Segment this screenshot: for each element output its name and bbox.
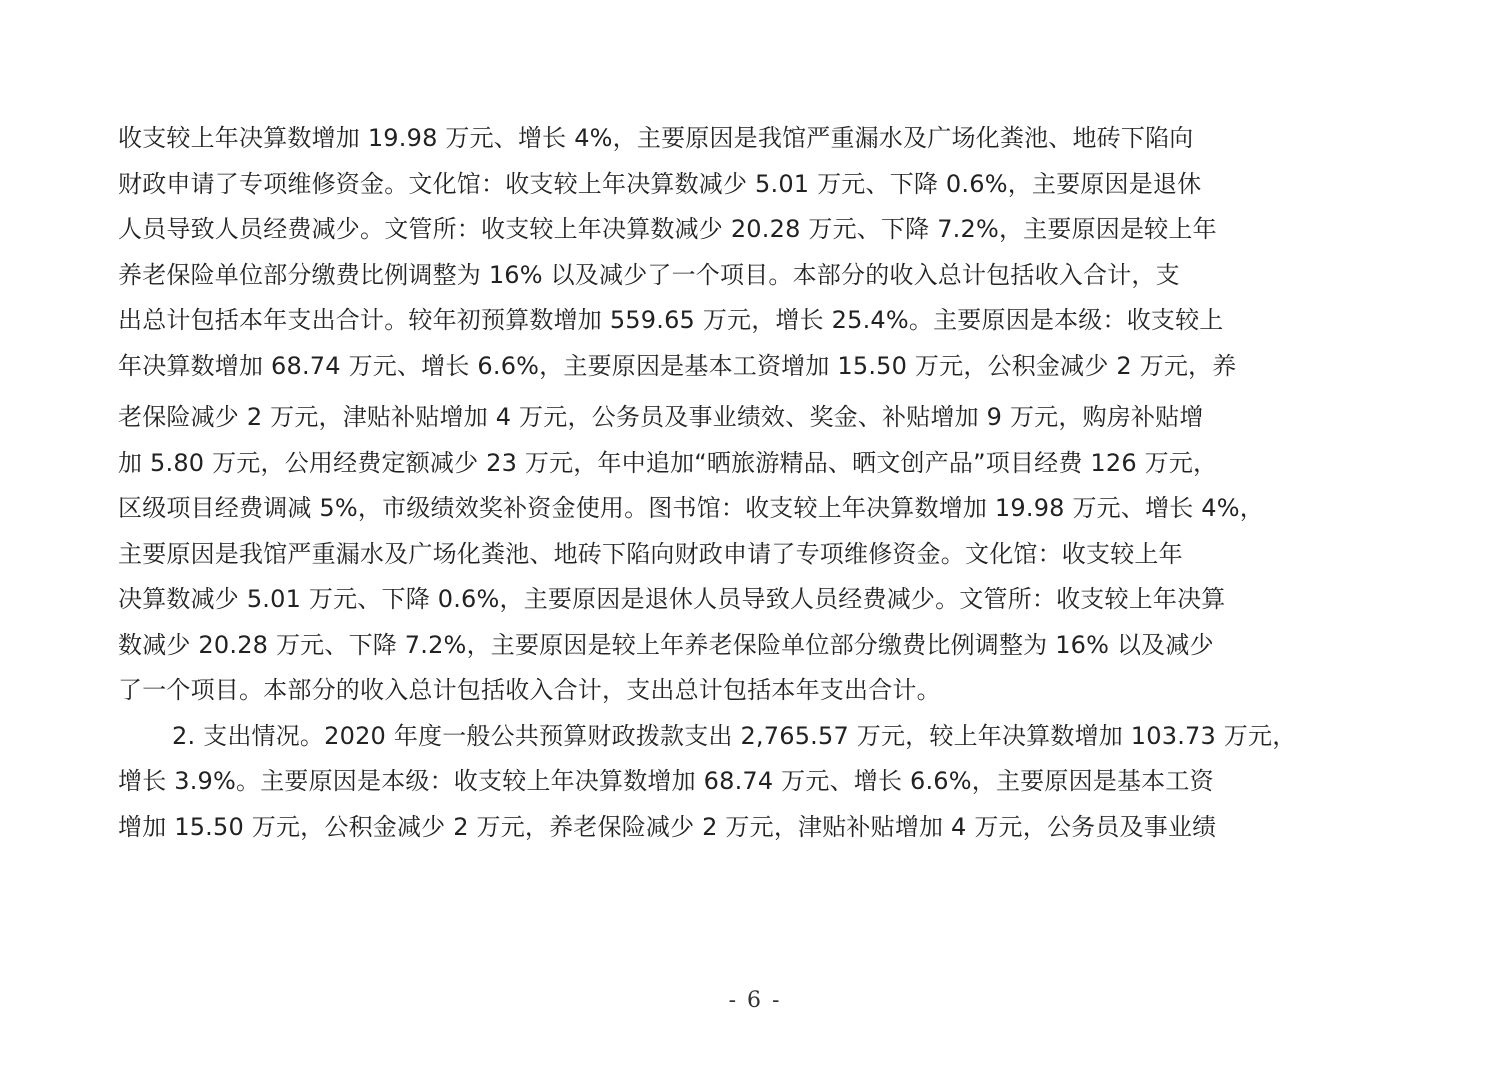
text-line: 加 5.80 万元，公用经费定额减少 23 万元，年中追加“晒旅游精品、晒文创产品”项目经费 126 万元， [118, 448, 1218, 477]
text-line: 人员导致人员经费减少。文管所：收支较上年决算数减少 20.28 万元、下降 7.2%，主要原因是较上年 [118, 215, 1217, 243]
text-line: 了一个项目。本部分的收入总计包括收入合计，支出总计包括本年支出合计。 [118, 676, 941, 704]
text-line: 区级项目经费调减 5%，市级绩效奖补资金使用。图书馆：收支较上年决算数增加 19.98 万元、增长 4%， [118, 494, 1264, 522]
text-line: 财政申请了专项维修资金。文化馆：收支较上年决算数减少 5.01 万元、下降 0.6%，主要原因是退休 [118, 169, 1202, 198]
section-heading-line: 2. 支出情况。2020 年度一般公共预算财政拨款支出 2,765.57 万元，较上年决算数增加 103.73 万元， [172, 721, 1297, 750]
text-line: 老保险减少 2 万元，津贴补贴增加 4 万元，公务员及事业绩效、奖金、补贴增加 9 万元，购房补贴增 [118, 403, 1204, 431]
body-text [118, 116, 1408, 850]
text-line: 增长 3.9%。主要原因是本级：收支较上年决算数增加 68.74 万元、增长 6.6%，主要原因是基本工资 [118, 767, 1214, 795]
text-line: 主要原因是我馆严重漏水及广场化粪池、地砖下陷向财政申请了专项维修资金。文化馆：收支较上年 [118, 539, 1183, 568]
text-line: 收支较上年决算数增加 19.98 万元、增长 4%，主要原因是我馆严重漏水及广场化粪池、地砖下陷向 [118, 124, 1194, 152]
text-line: 数减少 20.28 万元、下降 7.2%，主要原因是较上年养老保险单位部分缴费比例调整为 16% 以及减少 [118, 630, 1214, 659]
page-number: - 6 - [728, 988, 782, 1013]
text-line: 养老保险单位部分缴费比例调整为 16% 以及减少了一个项目。本部分的收入总计包括收入合计，支 [118, 260, 1180, 289]
text-line: 增加 15.50 万元，公积金减少 2 万元，养老保险减少 2 万元，津贴补贴增加 4 万元，公务员及事业绩 [118, 812, 1217, 841]
text-line: 年决算数增加 68.74 万元、增长 6.6%，主要原因是基本工资增加 15.50 万元，公积金减少 2 万元，养 [118, 351, 1237, 380]
text-line: 出总计包括本年支出合计。较年初预算数增加 559.65 万元，增长 25.4%。主要原因是本级：收支较上 [118, 306, 1224, 334]
text-line: 决算数减少 5.01 万元、下降 0.6%，主要原因是退休人员导致人员经费减少。文管所：收支较上年决算 [118, 585, 1226, 613]
